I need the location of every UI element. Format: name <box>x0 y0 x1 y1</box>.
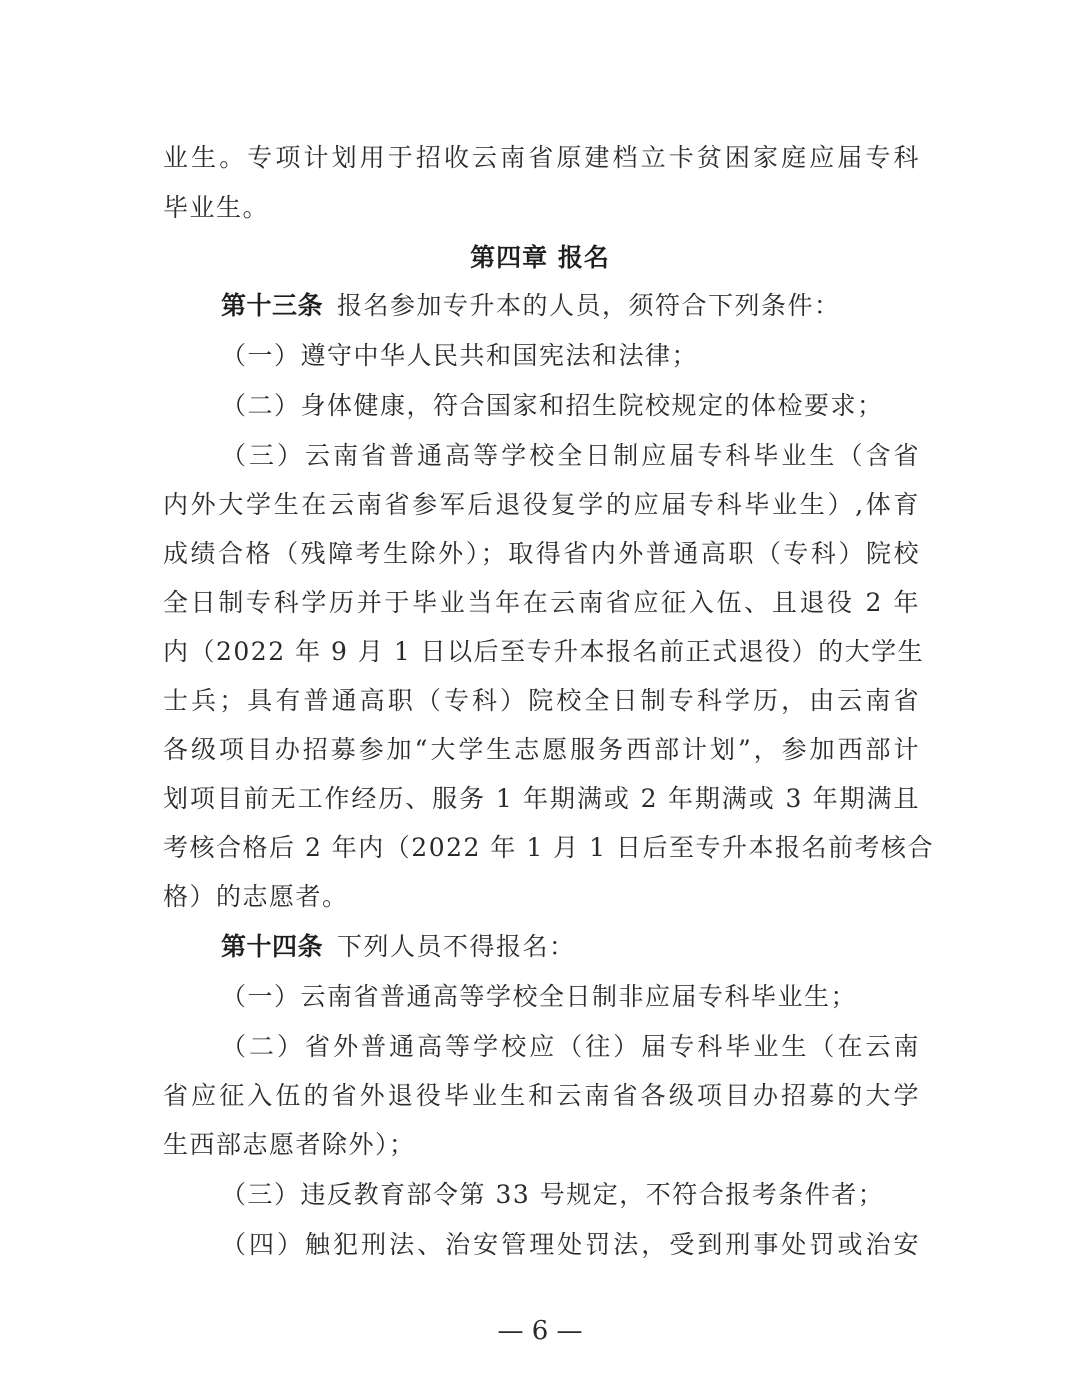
page-number: — 6 — <box>497 1316 583 1346</box>
list-item-line: 省应征入伍的省外退役毕业生和云南省各级项目办招募的大学 <box>163 1081 920 1110</box>
list-item-line: 生西部志愿者除外）； <box>163 1130 416 1159</box>
chapter-title: 第四章 报名 <box>470 243 610 272</box>
list-item-line: （三）云南省普通高等学校全日制应届专科毕业生（含省 <box>221 441 920 470</box>
list-item-line: 考核合格后 2 年内（2022 年 1 月 1 日后至专升本报名前考核合 <box>163 833 934 862</box>
list-item-line: 格）的志愿者。 <box>163 882 349 911</box>
list-item-line: 全日制专科学历并于毕业当年在云南省应征入伍、且退役 2 年 <box>163 588 920 617</box>
article-13-heading <box>221 281 841 331</box>
paragraph-line: 业生。专项计划用于招收云南省原建档立卡贫困家庭应届专科 <box>163 143 920 172</box>
article-label: 第十四条 <box>221 932 324 961</box>
list-item: （一）云南省普通高等学校全日制非应届专科毕业生； <box>221 982 858 1011</box>
article-label: 第十三条 <box>221 291 324 320</box>
article-intro: 报名参加专升本的人员，须符合下列条件： <box>337 291 841 320</box>
list-item-line: 士兵；具有普通高职（专科）院校全日制专科学历，由云南省 <box>163 686 920 715</box>
list-item-line: 成绩合格（残障考生除外）；取得省内外普通高职（专科）院校 <box>163 539 920 568</box>
list-item: （三）违反教育部令第 33 号规定，不符合报考条件者； <box>221 1180 885 1209</box>
list-item-line: 内外大学生在云南省参军后退役复学的应届专科毕业生）,体育 <box>163 490 920 519</box>
list-item: （一）遵守中华人民共和国宪法和法律； <box>221 341 699 370</box>
paragraph-line: 毕业生。 <box>163 193 270 222</box>
list-item: （二）身体健康，符合国家和招生院校规定的体检要求； <box>221 391 884 420</box>
article-14-heading <box>221 922 576 972</box>
list-item-line: 内（2022 年 9 月 1 日以后至专升本报名前正式退役）的大学生 <box>163 637 925 666</box>
list-item-line: 划项目前无工作经历、服务 1 年期满或 2 年期满或 3 年期满且 <box>163 784 920 813</box>
list-item: （四）触犯刑法、治安管理处罚法，受到刑事处罚或治安 <box>221 1230 920 1259</box>
list-item-line: 各级项目办招募参加“大学生志愿服务西部计划”，参加西部计 <box>163 735 920 764</box>
article-intro: 下列人员不得报名： <box>337 932 576 961</box>
list-item-line: （二）省外普通高等学校应（往）届专科毕业生（在云南 <box>221 1032 920 1061</box>
